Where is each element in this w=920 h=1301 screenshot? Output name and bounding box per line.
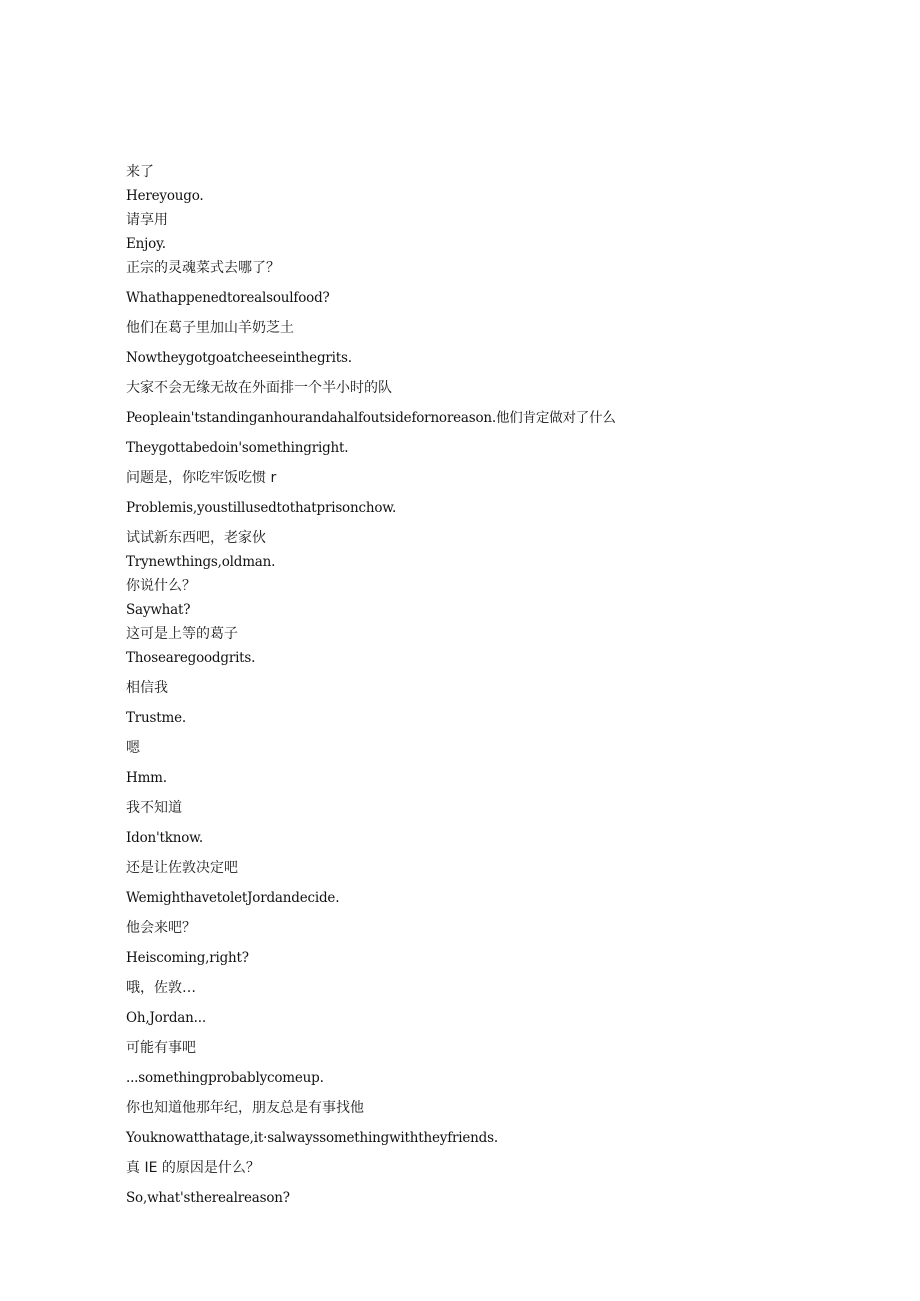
subtitle-en-line: Trynewthings,oldman.	[126, 554, 276, 570]
subtitle-cn-line: 你说什么？	[126, 578, 196, 594]
subtitle-en-line: Problemis,youstillusedtothatprisonchow.	[126, 500, 397, 516]
subtitle-en-line: Peopleain'tstandinganhourandahalfoutsidefornoreason.他们肯定做对了什么	[126, 410, 616, 426]
subtitle-en-line: Whathappenedtorealsoulfood?	[126, 290, 330, 306]
subtitle-cn-line: 试试新东西吧，老家伙	[126, 530, 266, 546]
subtitle-cn-line: 嗯	[126, 740, 140, 756]
subtitle-cn-line: 这可是上等的葛子	[126, 626, 238, 642]
subtitle-en-line: Theygottabedoin'somethingright.	[126, 440, 349, 456]
subtitle-cn-line: 真 IE 的原因是什么？	[126, 1160, 260, 1176]
subtitle-en-line: Idon'tknow.	[126, 830, 203, 846]
subtitle-cn-line: 还是让佐敦决定吧	[126, 860, 238, 876]
subtitle-cn-line: 他会来吧？	[126, 920, 196, 936]
subtitle-en-line: Thosearegoodgrits.	[126, 650, 256, 666]
subtitle-en-line: So,what'stherealreason?	[126, 1190, 290, 1206]
subtitle-en-line: Enjoy.	[126, 236, 166, 252]
subtitle-cn-line: 可能有事吧	[126, 1040, 196, 1056]
subtitle-cn-line: 正宗的灵魂菜式去哪了？	[126, 260, 280, 276]
subtitle-en-line: Youknowatthatage,it·salwayssomethingwiththeyfriends.	[126, 1130, 498, 1146]
subtitle-cn-line: 请享用	[126, 212, 168, 228]
subtitle-cn-line: 你也知道他那年纪，朋友总是有事找他	[126, 1100, 364, 1116]
subtitle-cn-line: 大家不会无缘无故在外面排一个半小时的队	[126, 380, 392, 396]
subtitle-en-line: Oh,Jordan...	[126, 1010, 206, 1026]
subtitle-cn-line: 我不知道	[126, 800, 182, 816]
subtitle-en-line: Trustme.	[126, 710, 186, 726]
subtitle-en-line: Saywhat?	[126, 602, 191, 618]
subtitle-cn-line: 他们在葛子里加山羊奶芝土	[126, 320, 294, 336]
subtitle-cn-line: 哦，佐敦…	[126, 980, 196, 996]
subtitle-document	[126, 160, 826, 1210]
subtitle-cn-line: 问题是，你吃牢饭吃惯 r	[126, 470, 277, 486]
subtitle-cn-line: 相信我	[126, 680, 168, 696]
subtitle-en-line: WemighthavetoletJordandecide.	[126, 890, 340, 906]
subtitle-en-line: ...somethingprobablycomeup.	[126, 1070, 324, 1086]
subtitle-en-line: Hmm.	[126, 770, 167, 786]
subtitle-en-line: Heiscoming,right?	[126, 950, 249, 966]
subtitle-en-line: Hereyougo.	[126, 188, 204, 204]
subtitle-en-line: Nowtheygotgoatcheeseinthegrits.	[126, 350, 352, 366]
subtitle-cn-line: 来了	[126, 164, 154, 180]
